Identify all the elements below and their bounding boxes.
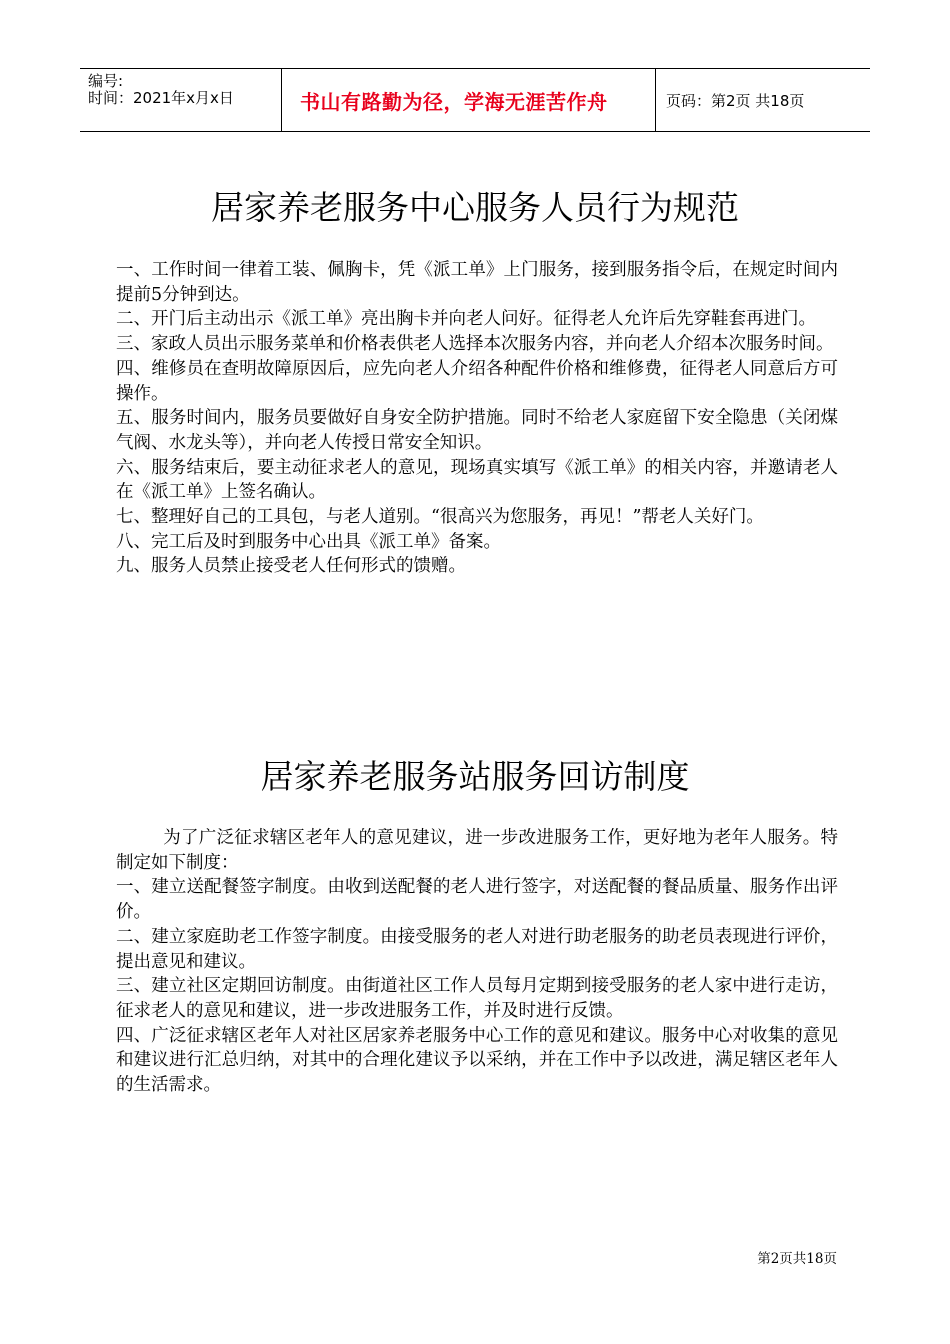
section1-item: 三、家政人员出示服务菜单和价格表供老人选择本次服务内容，并向老人介绍本次服务时间。 [116,334,834,355]
section2-title: 居家养老服务站服务回访制度 [260,757,690,796]
section1-item: 九、服务人员禁止接受老人任何形式的馈赠。 [116,556,466,577]
section1-title: 居家养老服务中心服务人员行为规范 [211,188,739,227]
page-header [80,68,870,132]
section2-body [116,826,838,1098]
header-motto: 书山有路勤为径，学海无涯苦作舟 [282,69,656,131]
section1-item: 六、服务结束后，要主动征求老人的意见，现场真实填写《派工单》的相关内容，并邀请老人在《派工单》上签名确认。 [116,457,838,503]
header-page-info: 页码：第2页 共18页 [666,91,805,110]
section2-item: 三、建立社区定期回访制度。由街道社区工作人员每月定期到接受服务的老人家中进行走访，征求老人的意见和建议，进一步改进服务工作，并及时进行反馈。 [116,976,838,1021]
section1-item: 八、完工后及时到服务中心出具《派工单》备案。 [116,531,501,552]
section1-item: 五、服务时间内，服务员要做好自身安全防护措施。同时不给老人家庭留下安全隐患（关闭煤气阀、水龙头等），并向老人传授日常安全知识。 [116,408,838,453]
section1-item: 二、开门后主动出示《派工单》亮出胸卡并向老人问好。征得老人允许后先穿鞋套再进门。 [116,309,816,330]
page-footer-number: 第2页共18页 [757,1251,837,1267]
section2-item: 二、建立家庭助老工作签字制度。由接受服务的老人对进行助老服务的助老员表现进行评价，提出意见和建议。 [116,926,838,972]
section2-item: 一、建立送配餐签字制度。由收到送配餐的老人进行签字，对送配餐的餐品质量、服务作出评价。 [116,877,838,923]
section2-intro: 为了广泛征求辖区老年人的意见建议，进一步改进服务工作，更好地为老年人服务。特制定如下制度： [116,828,838,873]
section1-body [116,258,838,579]
document-date: 时间：2021年x月x日 [88,89,234,107]
section1-item: 七、整理好自己的工具包，与老人道别。“很高兴为您服务，再见！”帮老人关好门。 [116,507,764,528]
section2-item: 四、广泛征求辖区老年人对社区居家养老服务中心工作的意见和建议。服务中心对收集的意见和建议进行汇总归纳，对其中的合理化建议予以采纳，并在工作中予以改进，满足辖区老年人的生活需求。 [116,1025,838,1096]
document-number-label: 编号: [88,72,124,90]
section1-item: 四、维修员在查明故障原因后，应先向老人介绍各种配件价格和维修费，征得老人同意后方可操作。 [116,358,838,404]
section1-item: 一、工作时间一律着工装、佩胸卡，凭《派工单》上门服务，接到服务指令后，在规定时间内提前5分钟到达。 [116,260,838,305]
header-meta [80,69,282,131]
